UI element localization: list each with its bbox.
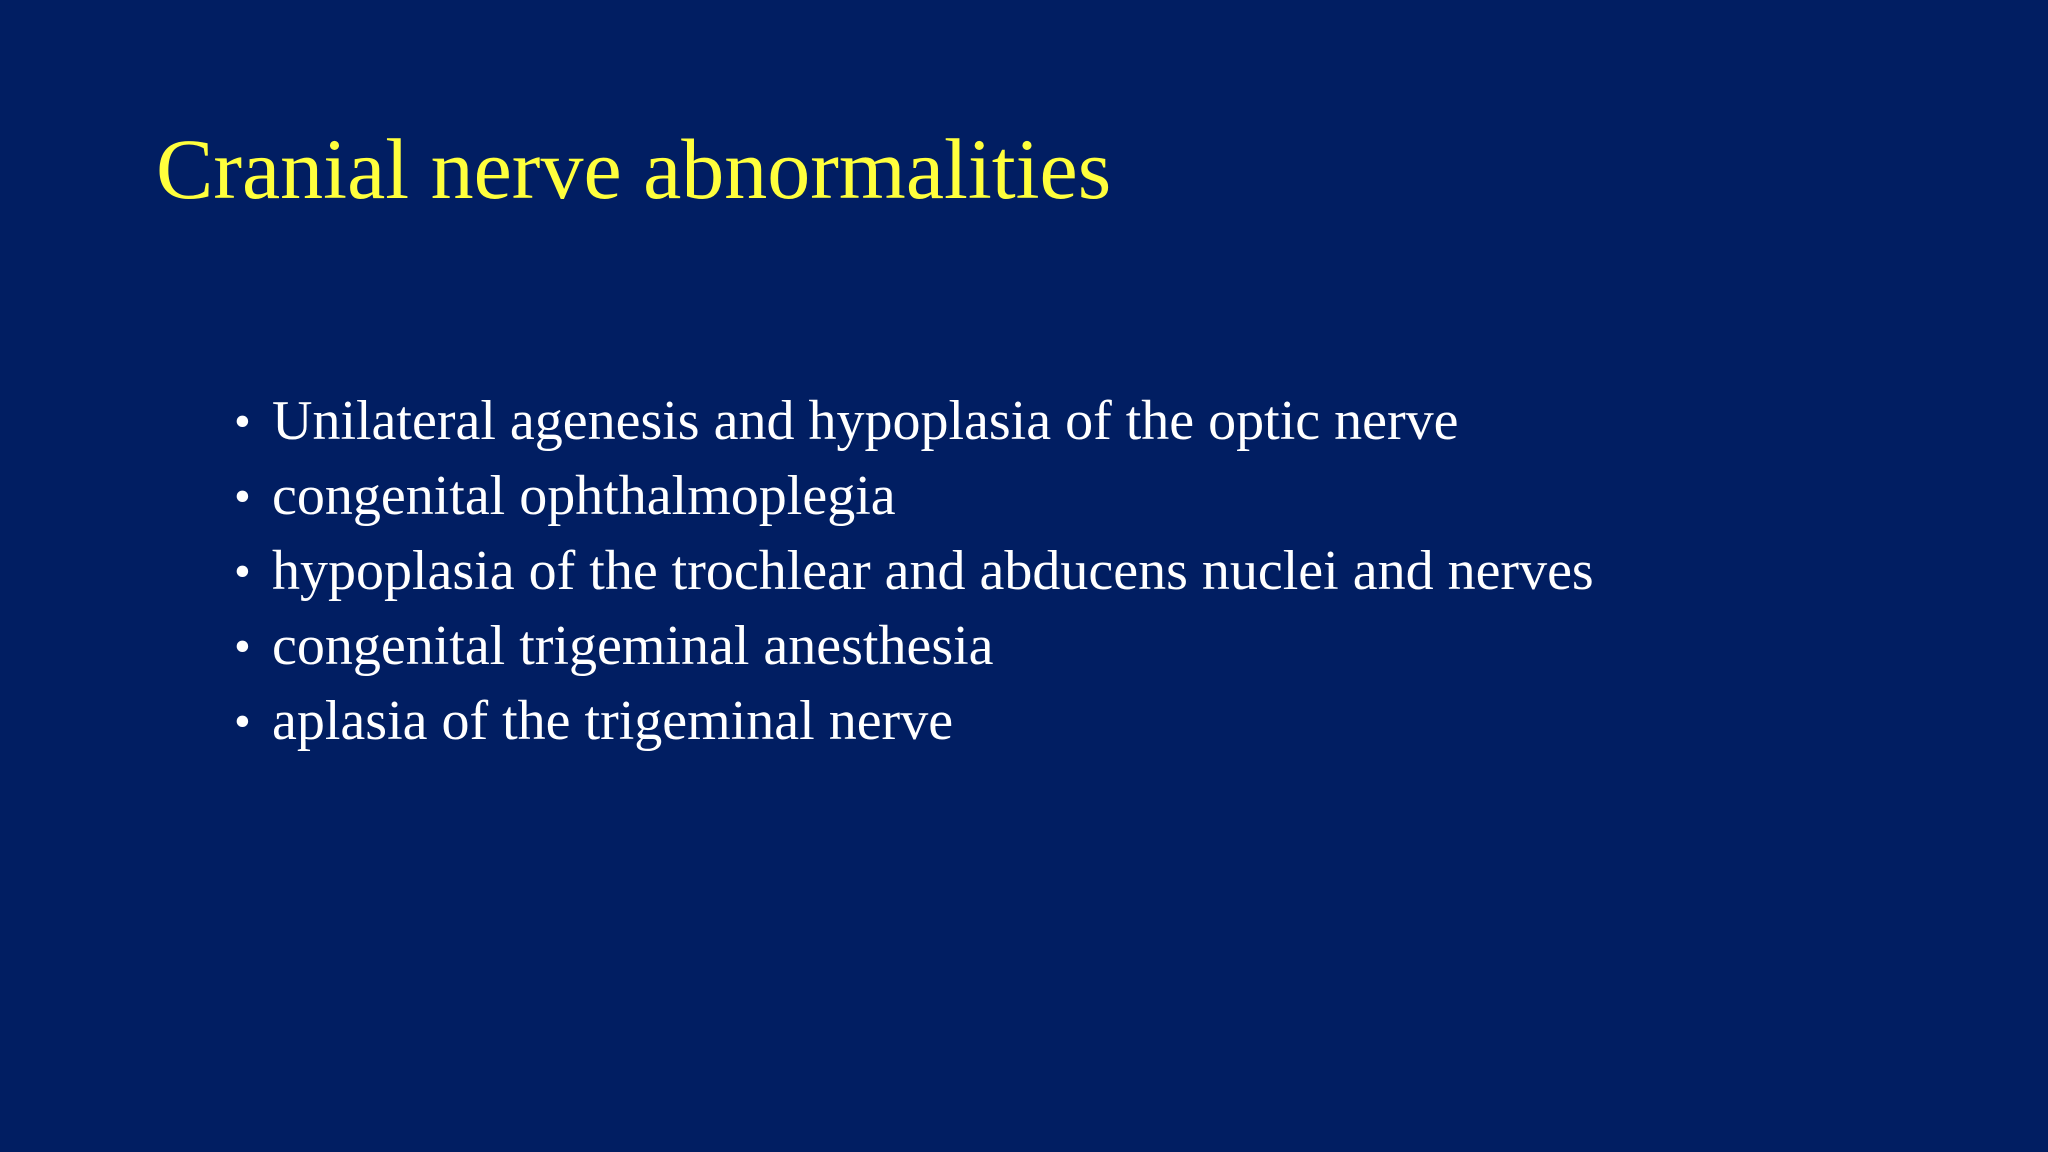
bullet-list [234, 384, 1594, 759]
list-item [234, 609, 1594, 684]
bullet-icon: • [234, 620, 251, 673]
list-item-text: aplasia of the trigeminal nerve [272, 690, 954, 752]
list-item-text: congenital ophthalmoplegia [272, 465, 896, 527]
list-item [234, 384, 1594, 459]
list-item [234, 534, 1594, 609]
bullet-icon: • [234, 395, 251, 448]
bullet-icon: • [234, 545, 251, 598]
slide-title: Cranial nerve abnormalities [156, 121, 1112, 217]
list-item [234, 459, 1594, 534]
bullet-icon: • [234, 470, 251, 523]
list-item-text: congenital trigeminal anesthesia [272, 615, 994, 677]
list-item-text: hypoplasia of the trochlear and abducens nuclei and nerves [272, 540, 1594, 602]
bullet-icon: • [234, 695, 251, 748]
list-item-text: Unilateral agenesis and hypoplasia of the optic nerve [272, 390, 1459, 452]
list-item [234, 684, 1594, 759]
